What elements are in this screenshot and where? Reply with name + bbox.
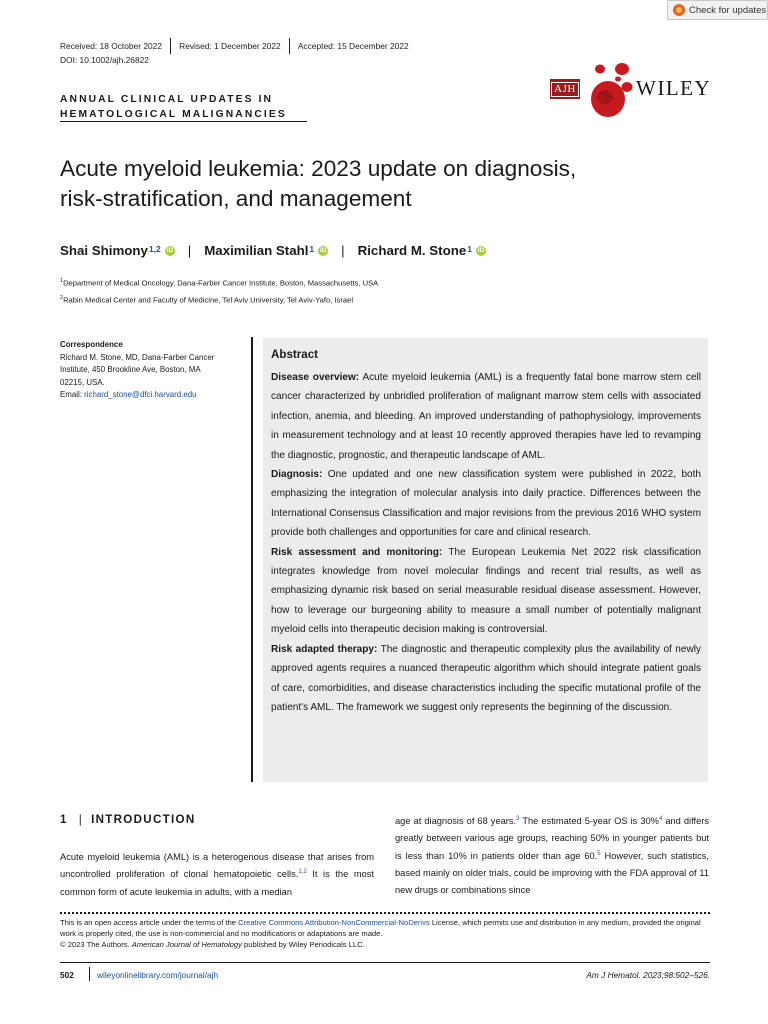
license-link[interactable]: Creative Commons Attribution-NonCommercial-NoDerivs [238,918,430,927]
blood-cell-large-center [597,90,613,104]
license-divider [60,912,710,914]
abstract-section [271,368,701,465]
license-text: This is an open access article under the terms of the [60,918,239,927]
abstract-section [271,640,701,718]
abstract-section-label: Diagnosis: [271,469,323,481]
author-affiliation-mark[interactable]: 1 [467,243,472,254]
introduction-column-left [60,849,374,901]
section-number: 1 [60,813,68,826]
correspondence-line: Richard M. Stone, MD, Dana-Farber Cancer [60,352,215,362]
introduction-column-right [395,813,709,899]
abstract-section-label: Risk adapted therapy: [271,643,378,655]
correspondence [60,339,240,402]
doi: DOI: 10.1002/ajh.26822 [60,55,149,65]
blood-cells-logo-icon [585,57,635,123]
affiliation-text: Department of Medical Oncology, Dana-Farber Cancer Institute, Boston, Massachusetts, USA [63,278,379,288]
series-heading [60,92,287,122]
accepted-date: Accepted: 15 December 2022 [297,41,409,51]
body-text: and differs greatly between various age groups, reaching 50% in younger patients but is less than 10% in patients older than age 60. [395,816,710,861]
wiley-logo: WILEY [636,76,712,100]
crossmark-icon [673,4,685,16]
article-title [60,154,660,214]
abstract-section-text: Acute myeloid leukemia (AML) is a frequently fatal bone marrow stem cell cancer characterized by unbridled proliferation of malignant marrow stem cells with associated infection, anemia, and bleeding. An improved understanding of pathophysiology, improvements in measurement technology and at least 10 recently approved therapies have led to revamping the diagnostic, prognostic, and therapeutic landscape of AML. [271,372,701,461]
affiliation [60,278,378,288]
revised-date: Revised: 1 December 2022 [179,41,281,51]
correspondence-email-row [60,389,240,402]
footer-rule [60,962,710,963]
body-text: age at diagnosis of 68 years. [395,816,517,826]
body-text: However, such statistics, based mainly on older trials, could be improving with the FDA approval of 11 new drugs or combinations since [395,850,709,896]
journal-name: American Journal of Hematology [131,940,242,950]
introduction-heading [60,813,196,826]
orcid-icon[interactable]: iD [166,246,174,254]
publication-dates [60,38,409,54]
article-title-line2: risk-stratification, and management [60,186,412,211]
date-separator [289,38,290,54]
footer-separator [89,967,90,981]
affiliation-text: Rabin Medical Center and Faculty of Medicine, Tel Aviv University, Tel Aviv-Yafo, Israel [63,295,354,305]
received-date: Received: 18 October 2022 [60,41,162,51]
article-title-line1: Acute myeloid leukemia: 2023 update on diagnosis, [60,156,577,181]
abstract-section-text: The European Leukemia Net 2022 risk classification integrates knowledge from novel molecular findings and recent trial results, as well as emphasizing dynamic risk based on serial measurable residual disease assessment. However, how to leverage our burgeoning ability to measure a small number of potentially malignant myeloid cells into therapeutic decision making is controversial. [271,546,701,636]
author-list [60,243,486,258]
series-heading-line1: ANNUAL CLINICAL UPDATES IN [60,94,274,105]
body-text: The estimated 5-year OS is 30% [519,816,659,826]
ajh-logo-text: AJH [551,82,579,97]
affiliation-number: 2 [60,295,64,301]
citation-ref[interactable]: 1,2 [298,869,307,876]
email-label: Email: [60,390,85,400]
copyright-text: © 2023 The Authors. [60,940,132,950]
author-affiliation-mark[interactable]: 1,2 [148,243,161,254]
orcid-icon[interactable]: iD [319,246,327,254]
citation-ref[interactable]: 3 [516,815,520,822]
orcid-icon[interactable]: iD [477,246,485,254]
email-link[interactable]: richard_stone@dfci.harvard.edu [84,390,197,400]
correspondence-heading: Correspondence [60,340,123,349]
blood-cell-right [622,82,633,92]
abstract-heading: Abstract [271,348,319,361]
license-notice [60,917,710,951]
license-text: License, which permits use and distribution in any medium, provided the original work is properly cited, the use is non-commercial and no modifications or adaptations are made. [60,918,701,939]
blood-cell-top [615,63,629,75]
check-for-updates-button[interactable] [667,0,768,20]
abstract-section-text: One updated and one new classification system were published in 2022, both emphasizing the integration of molecular analysis into daily practice. Differences between the International Consensus Classification and major revisions from the previous 2016 WHO system provide both challenges and opportunities for care and clinical research. [271,469,701,539]
citation-ref[interactable]: 4 [658,815,663,822]
correspondence-line: 02215, USA. [60,377,105,387]
journal-url-link[interactable]: wileyonlinelibrary.com/journal/ajh [97,970,219,980]
series-underline [60,121,307,122]
ajh-logo [550,79,580,99]
body-text: Acute myeloid leukemia (AML) is a heterogenous disease that arises from uncontrolled proliferation of clonal hematopoietic cells. [60,852,374,880]
section-title: INTRODUCTION [91,813,196,826]
author-name[interactable]: Richard M. Stone [357,243,467,258]
abstract-section [271,465,701,543]
abstract-section-label: Risk assessment and monitoring: [271,546,443,558]
page-number: 502 [60,970,74,980]
section-separator: | [78,813,84,826]
citation-ref[interactable]: 5 [597,850,601,857]
author-name[interactable]: Shai Shimony [60,243,148,258]
abstract-section-label: Disease overview: [271,372,360,383]
check-for-updates-label: Check for updates [689,4,767,16]
abstract-section [271,543,701,640]
author-affiliation-mark[interactable]: 1 [309,243,315,254]
affiliation [60,295,353,305]
abstract-section-text: The diagnostic and therapeutic complexity plus the availability of newly approved agents requires a nuanced therapeutic algorithm which should integrate patient goals of care, comorbidities, and disease characteristics including the specific mutational profile of the patient's AML. The framework we suggest only represents the beginning of the discussion. [271,643,701,713]
article-citation: Am J Hematol. 2023;98:502–526. [586,970,710,980]
body-text: It is the most common form of acute leukemia in adults, with a median [60,869,374,897]
correspondence-line: Institute, 450 Brookline Ave, Boston, MA [60,365,201,375]
blood-cell-small [595,65,605,74]
author-separator: | [341,243,345,258]
blood-cell-tiny [615,77,621,82]
series-heading-line2: HEMATOLOGICAL MALIGNANCIES [60,109,287,120]
copyright-text: published by Wiley Periodicals LLC. [241,940,365,950]
date-separator [170,38,171,54]
affiliation-number: 1 [60,278,64,284]
author-name[interactable]: Maximilian Stahl [204,243,309,258]
abstract-body [271,368,701,717]
abstract-rule [251,337,253,782]
author-separator: | [187,243,192,258]
